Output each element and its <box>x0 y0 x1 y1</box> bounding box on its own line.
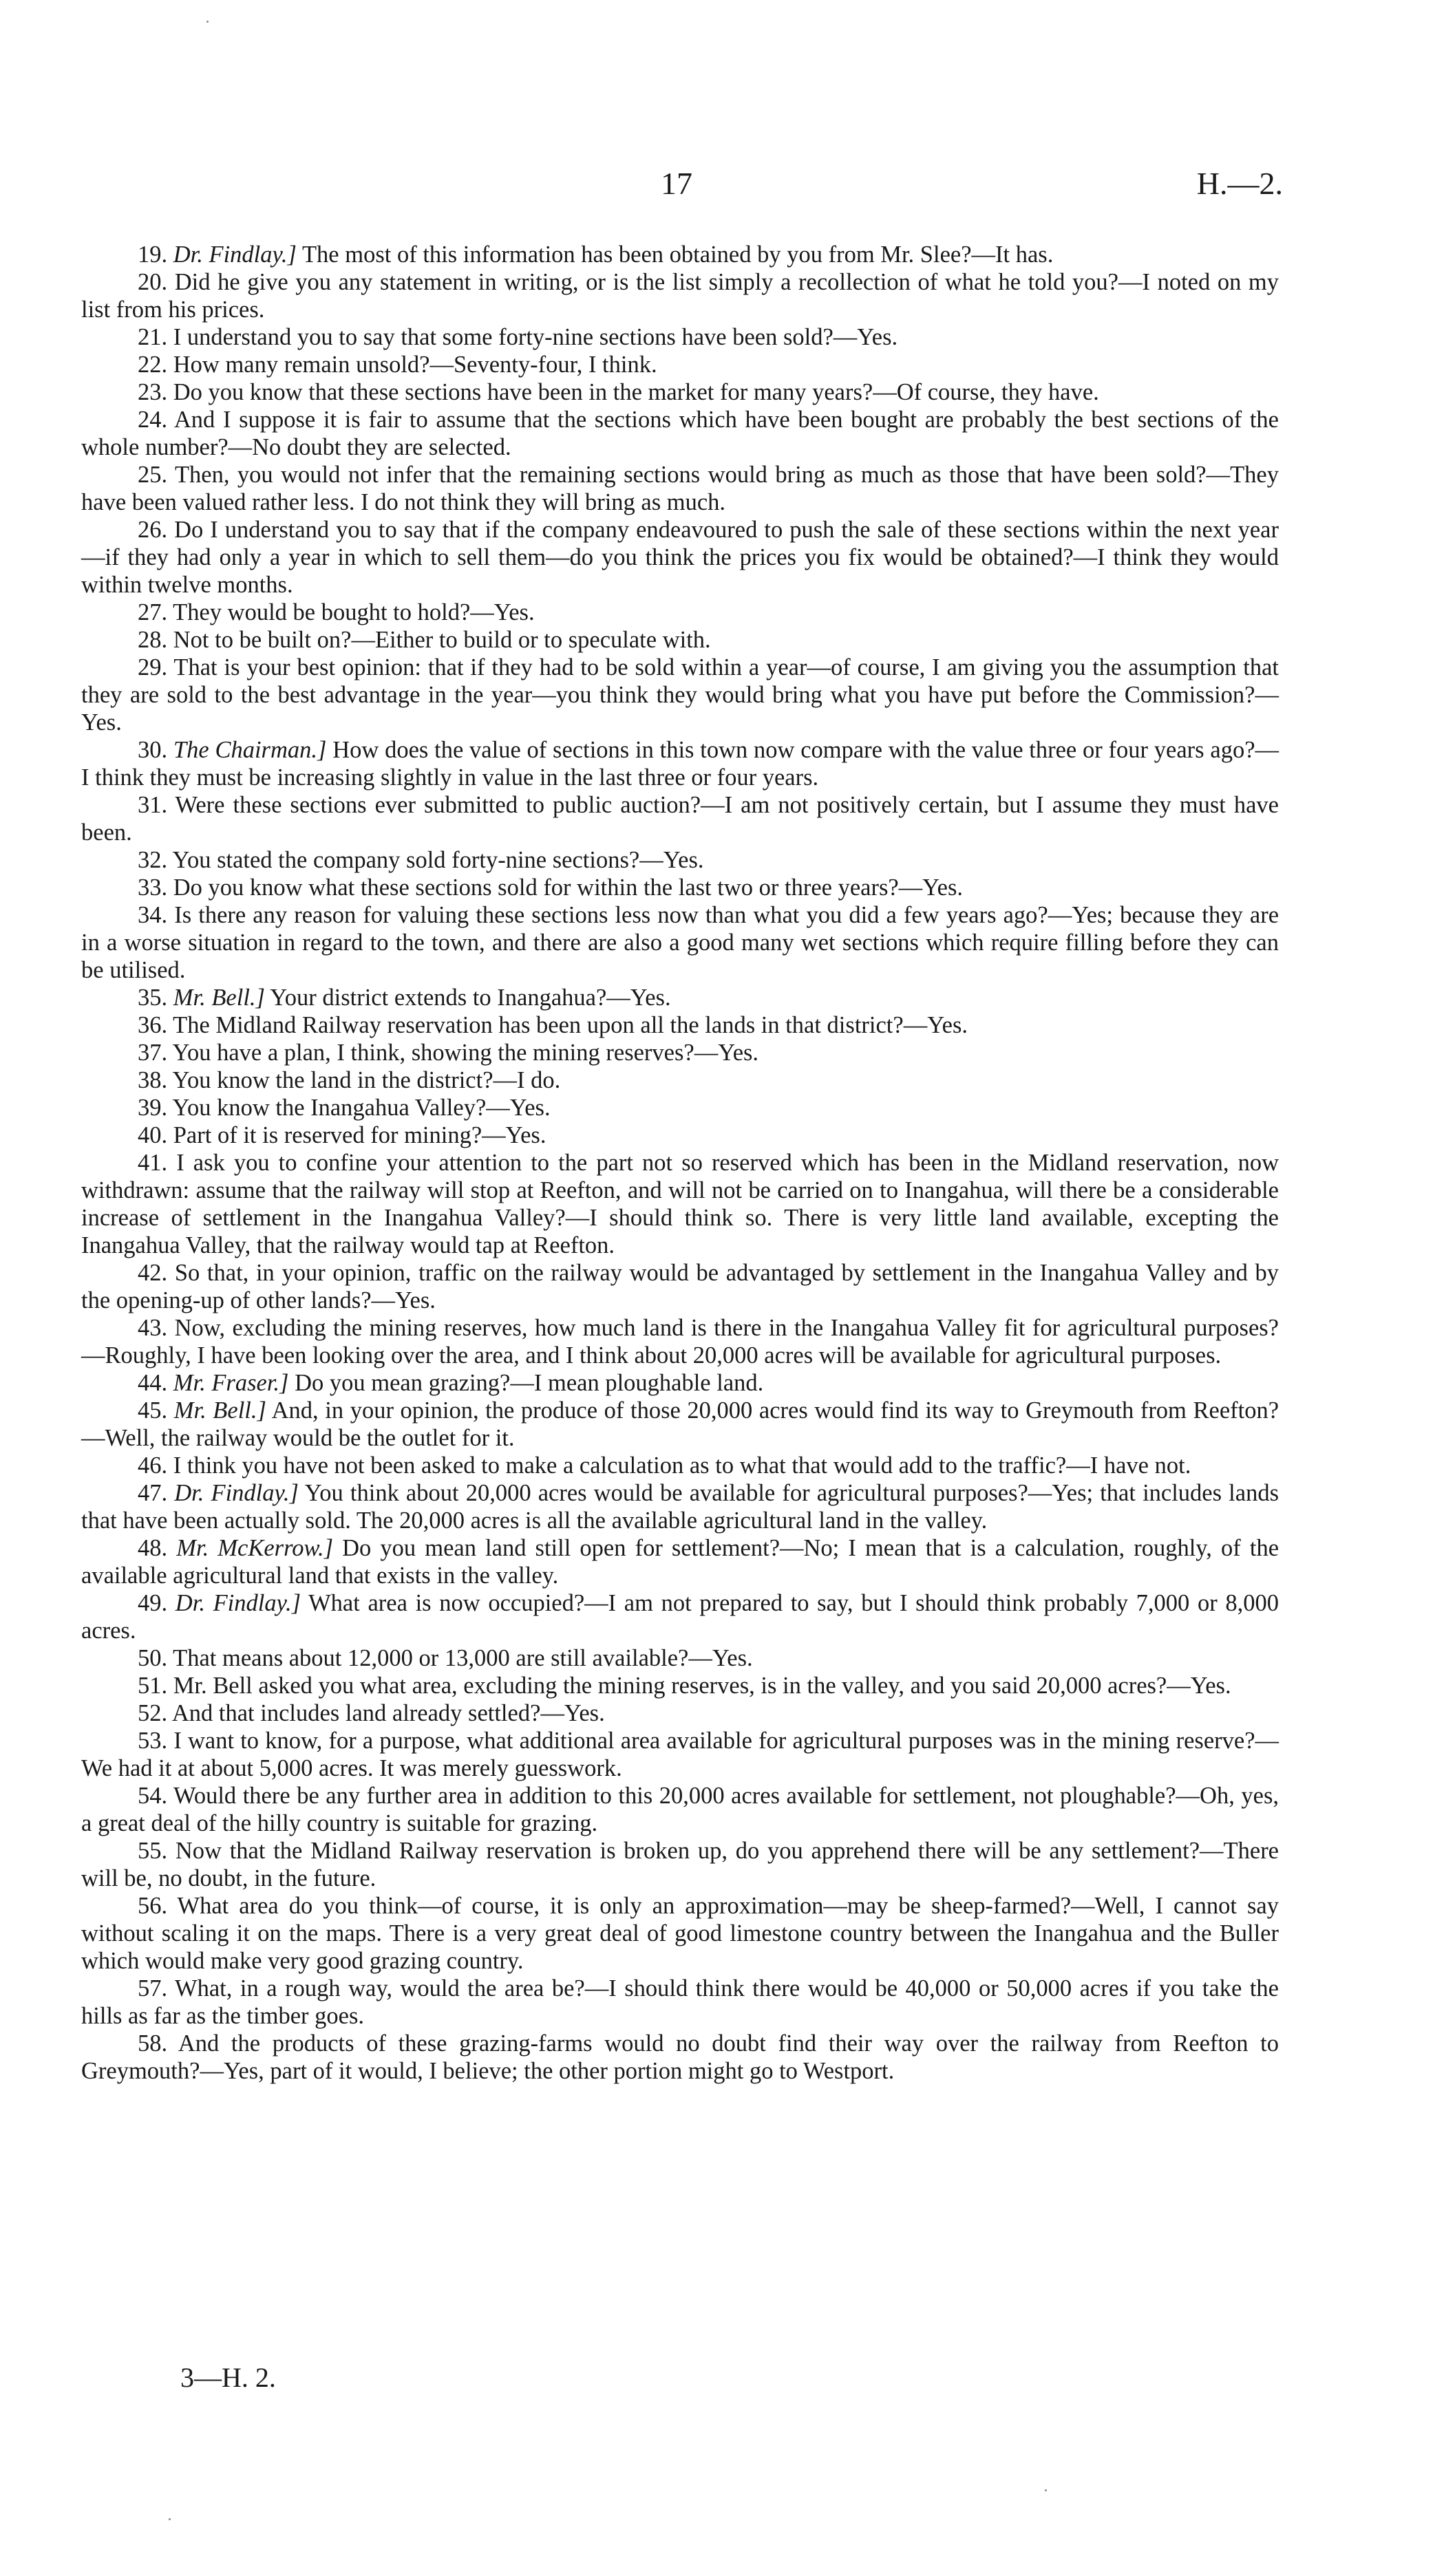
testimony-paragraph <box>81 516 1279 599</box>
testimony-paragraph <box>81 901 1279 984</box>
speaker-name: Mr. Fraser.] <box>173 1370 289 1396</box>
testimony-text: Do you mean grazing?—I mean ploughable land. <box>288 1370 764 1396</box>
document-reference: H.—2. <box>1196 166 1283 201</box>
testimony-paragraph <box>81 626 1279 654</box>
testimony-text: The Midland Railway reservation has been upon all the lands in that district?—Yes. <box>173 1012 968 1038</box>
testimony-paragraph <box>81 1782 1279 1837</box>
testimony-paragraph <box>81 2030 1279 2085</box>
question-number: 47. <box>138 1480 168 1506</box>
testimony-text: How does the value of sections in this town now compare with the value three or four years ago?—I think they must be increasing slightly in value in the last three or four years. <box>81 737 1279 791</box>
question-number: 29. <box>138 654 168 680</box>
question-number: 37. <box>138 1040 168 1066</box>
testimony-text: What area do you think—of course, it is only an approximation—may be sheep-farmed?—Well, I cannot say without scaling it on the maps. There is a very great deal of good limestone country between the Inangahua and the Buller which would make very good grazing country. <box>81 1893 1279 1974</box>
testimony-text: That is your best opinion: that if they had to be sold within a year—of course, I am giving you the assumption that they are sold to the best advantage in the year—you think they would bring what you have put before the Commission?—Yes. <box>81 654 1279 736</box>
question-number: 19. <box>138 242 168 268</box>
page-signature: 3—H. 2. <box>180 2362 276 2393</box>
testimony-paragraph <box>81 1644 1279 1672</box>
testimony-text: Would there be any further area in addition to this 20,000 acres available for settlement, not ploughable?—Oh, yes, a great deal of the hilly country is suitable for grazing. <box>81 1783 1279 1836</box>
scan-speck <box>1045 2489 1047 2491</box>
testimony-text: How many remain unsold?—Seventy-four, I think. <box>173 352 657 378</box>
speaker-name: Dr. Findlay.] <box>173 242 297 268</box>
testimony-paragraph <box>81 1479 1279 1534</box>
testimony-paragraph <box>81 1149 1279 1259</box>
testimony-text: Then, you would not infer that the remaining sections would bring as much as those that have been sold?—They have been valued rather less. I do not think they will bring as much. <box>81 462 1279 515</box>
question-number: 51. <box>138 1673 168 1699</box>
question-number: 31. <box>138 792 168 818</box>
scan-speck <box>169 2518 171 2520</box>
testimony-paragraph <box>81 241 1279 268</box>
testimony-text: I want to know, for a purpose, what additional area available for agricultural purposes was in the mining reserve?—We had it at about 5,000 acres. It was merely guesswork. <box>81 1728 1279 1781</box>
testimony-paragraph <box>81 1259 1279 1314</box>
question-number: 56. <box>138 1893 168 1919</box>
question-number: 40. <box>138 1122 168 1148</box>
testimony-text: You stated the company sold forty-nine sections?—Yes. <box>172 847 704 873</box>
question-number: 45. <box>138 1397 168 1424</box>
page-number: 17 <box>661 166 692 201</box>
testimony-paragraph <box>81 736 1279 791</box>
testimony-paragraph <box>81 378 1279 406</box>
question-number: 27. <box>138 599 168 625</box>
speaker-name: The Chairman.] <box>173 737 327 763</box>
question-number: 44. <box>138 1370 168 1396</box>
testimony-text: You have a plan, I think, showing the mining reserves?—Yes. <box>172 1040 759 1066</box>
testimony-paragraph <box>81 351 1279 378</box>
speaker-name: Dr. Findlay.] <box>174 1480 299 1506</box>
testimony-paragraph <box>81 323 1279 351</box>
question-number: 39. <box>138 1095 168 1121</box>
question-number: 43. <box>138 1315 168 1341</box>
testimony-text: Do you know that these sections have been in the market for many years?—Of course, they have. <box>173 379 1099 405</box>
speaker-name: Mr. Bell.] <box>173 985 265 1011</box>
testimony-paragraph <box>81 791 1279 846</box>
testimony-paragraph <box>81 1369 1279 1397</box>
question-number: 26. <box>138 517 168 543</box>
question-number: 21. <box>138 324 168 350</box>
speaker-name: Mr. Bell.] <box>173 1397 266 1424</box>
testimony-text: You know the land in the district?—I do. <box>172 1067 561 1093</box>
testimony-text: What, in a rough way, would the area be?—I should think there would be 40,000 or 50,000 acres if you take the hills as far as the timber goes. <box>81 1975 1279 2029</box>
testimony-paragraph <box>81 461 1279 516</box>
question-number: 36. <box>138 1012 168 1038</box>
question-number: 33. <box>138 874 168 901</box>
testimony-paragraph <box>81 1452 1279 1479</box>
testimony-text: And, in your opinion, the produce of those 20,000 acres would find its way to Greymouth from Reefton?—Well, the railway would be the outlet for it. <box>81 1397 1279 1451</box>
testimony-paragraph <box>81 1397 1279 1452</box>
question-number: 30. <box>138 737 168 763</box>
testimony-paragraph <box>81 268 1279 323</box>
testimony-text: Now, excluding the mining reserves, how much land is there in the Inangahua Valley fit for agricultural purposes?—Roughly, I have been looking over the area, and I think about 20,000 acres will be available for agricultural purposes. <box>81 1315 1279 1368</box>
testimony-text: Do I understand you to say that if the company endeavoured to push the sale of these sections within the next year—if they had only a year in which to sell them—do you think the prices you fix would be obtained?—I think they would within twelve months. <box>81 517 1279 598</box>
question-number: 58. <box>138 2030 168 2057</box>
testimony-paragraph <box>81 984 1279 1011</box>
testimony-paragraph <box>81 846 1279 874</box>
testimony-text: Not to be built on?—Either to build or to speculate with. <box>173 627 711 653</box>
testimony-paragraph <box>81 1039 1279 1066</box>
testimony-text: I think you have not been asked to make a calculation as to what that would add to the traffic?—I have not. <box>173 1452 1191 1479</box>
question-number: 53. <box>138 1728 168 1754</box>
scan-speck <box>206 21 209 23</box>
question-number: 48. <box>138 1535 168 1561</box>
testimony-text: Mr. Bell asked you what area, excluding the mining reserves, is in the valley, and you said 20,000 acres?—Yes. <box>173 1673 1231 1699</box>
testimony-text: Is there any reason for valuing these sections less now than what you did a few years ago?—Yes; because they are in a worse situation in regard to the town, and there are also a good many wet sections which require filling before they can be utilised. <box>81 902 1279 983</box>
question-number: 49. <box>138 1590 168 1616</box>
question-number: 57. <box>138 1975 168 2001</box>
testimony-text: I understand you to say that some forty-nine sections have been sold?—Yes. <box>173 324 898 350</box>
question-number: 34. <box>138 902 168 928</box>
testimony-paragraph <box>81 1066 1279 1094</box>
testimony-paragraph <box>81 1534 1279 1589</box>
testimony-paragraph <box>81 1892 1279 1975</box>
page-header <box>0 165 1455 213</box>
testimony-text: You know the Inangahua Valley?—Yes. <box>172 1095 551 1121</box>
testimony-text: And that includes land already settled?—Yes. <box>171 1700 605 1726</box>
testimony-text: Were these sections ever submitted to public auction?—I am not positively certain, but I assume they must have been. <box>81 792 1279 846</box>
question-number: 32. <box>138 847 168 873</box>
testimony-text: And I suppose it is fair to assume that the sections which have been bought are probably the best sections of the whole number?—No doubt they are selected. <box>81 407 1279 460</box>
testimony-text: They would be bought to hold?—Yes. <box>173 599 535 625</box>
testimony-text: So that, in your opinion, traffic on the railway would be advantaged by settlement in the Inangahua Valley and by the opening-up of other lands?—Yes. <box>81 1260 1279 1313</box>
testimony-paragraph <box>81 874 1279 901</box>
testimony-paragraph <box>81 1121 1279 1149</box>
question-number: 23. <box>138 379 168 405</box>
testimony-body <box>81 241 1279 2085</box>
testimony-paragraph <box>81 599 1279 626</box>
testimony-paragraph <box>81 654 1279 736</box>
testimony-paragraph <box>81 406 1279 461</box>
testimony-text: Do you mean land still open for settlement?—No; I mean that is a calculation, roughly, of the available agricultural land that exists in the valley. <box>81 1535 1279 1589</box>
question-number: 22. <box>138 352 168 378</box>
testimony-paragraph <box>81 1837 1279 1892</box>
question-number: 54. <box>138 1783 168 1809</box>
testimony-paragraph <box>81 1011 1279 1039</box>
testimony-text: Did he give you any statement in writing, or is the list simply a recollection of what he told you?—I noted on my list from his prices. <box>81 269 1279 323</box>
question-number: 25. <box>138 462 168 488</box>
testimony-text: Now that the Midland Railway reservation is broken up, do you apprehend there will be any settlement?—There will be, no doubt, in the future. <box>81 1838 1279 1891</box>
testimony-paragraph <box>81 1094 1279 1121</box>
testimony-paragraph <box>81 1314 1279 1369</box>
testimony-text: Your district extends to Inangahua?—Yes. <box>264 985 671 1011</box>
testimony-text: Do you know what these sections sold for within the last two or three years?—Yes. <box>173 874 964 901</box>
testimony-paragraph <box>81 1672 1279 1699</box>
question-number: 41. <box>138 1150 168 1176</box>
question-number: 52. <box>138 1700 168 1726</box>
question-number: 28. <box>138 627 168 653</box>
question-number: 38. <box>138 1067 168 1093</box>
question-number: 46. <box>138 1452 168 1479</box>
testimony-text: And the products of these grazing-farms would no doubt find their way over the railway from Reefton to Greymouth?—Yes, part of it would, I believe; the other portion might go to Westport. <box>81 2030 1279 2084</box>
testimony-text: What area is now occupied?—I am not prepared to say, but I should think probably 7,000 or 8,000 acres. <box>81 1590 1279 1644</box>
testimony-paragraph <box>81 1975 1279 2030</box>
testimony-text: I ask you to confine your attention to the part not so reserved which has been in the Midland reservation, now withdrawn: assume that the railway will stop at Reefton, and will not be carried on to Inangahua, will there be a considerable increase of settlement in the Inangahua Valley?—I should think so. There is very little land available, excepting the Inangahua Valley, that the railway would tap at Reefton. <box>81 1150 1279 1258</box>
testimony-paragraph <box>81 1699 1279 1727</box>
question-number: 20. <box>138 269 168 295</box>
question-number: 55. <box>138 1838 168 1864</box>
question-number: 24. <box>138 407 168 433</box>
question-number: 50. <box>138 1645 168 1671</box>
testimony-text: Part of it is reserved for mining?—Yes. <box>173 1122 546 1148</box>
speaker-name: Mr. McKerrow.] <box>176 1535 334 1561</box>
testimony-paragraph <box>81 1589 1279 1644</box>
speaker-name: Dr. Findlay.] <box>175 1590 301 1616</box>
testimony-text: The most of this information has been obtained by you from Mr. Slee?—It has. <box>296 242 1054 268</box>
testimony-text: That means about 12,000 or 13,000 are still available?—Yes. <box>173 1645 753 1671</box>
question-number: 42. <box>138 1260 168 1286</box>
testimony-text: You think about 20,000 acres would be available for agricultural purposes?—Yes; that includes lands that have been actually sold. The 20,000 acres is all the available agricultural land in the valley. <box>81 1480 1279 1534</box>
testimony-paragraph <box>81 1727 1279 1782</box>
question-number: 35. <box>138 985 168 1011</box>
